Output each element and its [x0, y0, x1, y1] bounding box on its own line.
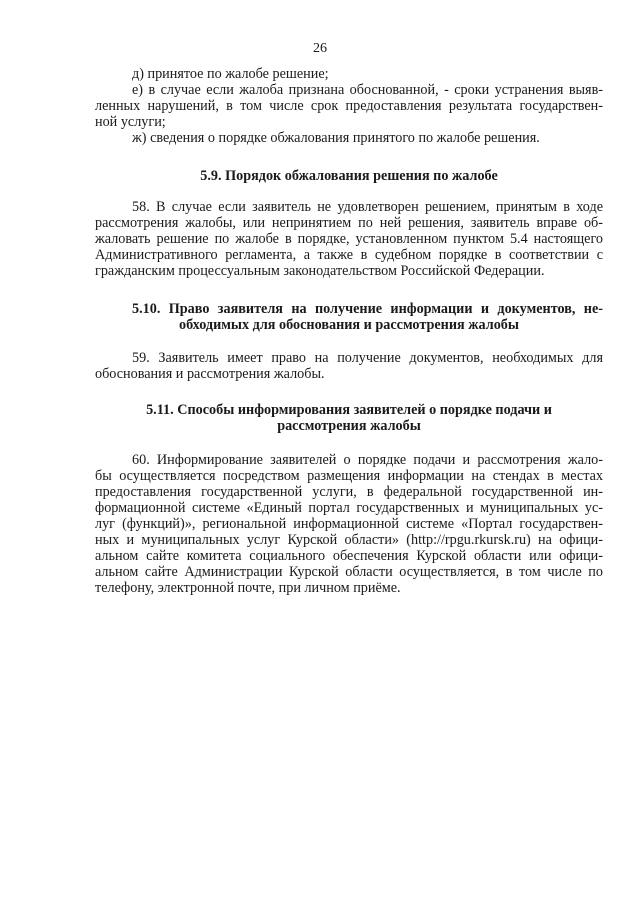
list-item-continuation: ленных нарушений, в том числе срок предоставления результата государствен-	[95, 98, 603, 114]
section-heading: рассмотрения жалобы	[277, 418, 421, 434]
paragraph-line: гражданским процессуальным законодательством Российской Федерации.	[95, 263, 545, 279]
list-item: ж) сведения о порядке обжалования принятого по жалобе решения.	[132, 130, 540, 146]
paragraph-line: 60. Информирование заявителей о порядке подачи и рассмотрения жало-	[132, 452, 603, 468]
paragraph-58	[95, 199, 603, 279]
section-heading: обходимых для обоснования и рассмотрения жалобы	[179, 317, 519, 333]
paragraph-line: ных и муниципальных услуг Курской области» (http://rpgu.rkursk.ru) на офици-	[95, 532, 603, 548]
list-item: е) в случае если жалоба признана обоснованной, - сроки устранения выяв-	[132, 82, 603, 98]
paragraph-line: луг (функций)», региональной информационной системе «Портал государствен-	[95, 516, 603, 532]
paragraph-59	[95, 350, 603, 382]
list-item: д) принятое по жалобе решение;	[132, 66, 329, 82]
page-number: 26	[313, 41, 327, 56]
paragraph-line: альном сайте комитета социального обеспечения Курской области или офици-	[95, 548, 603, 564]
section-5-11-heading-block	[95, 402, 603, 434]
paragraph-line: бы осуществляется посредством размещения информации на стендах в местах	[95, 468, 603, 484]
paragraph-line: альном сайте Администрации Курской области осуществляется, в том числе по	[95, 564, 603, 580]
paragraph-line: обоснования и рассмотрения жалобы.	[95, 366, 325, 382]
paragraph-60	[95, 452, 603, 596]
section-heading: 5.10. Право заявителя на получение информации и документов, не-	[132, 301, 603, 317]
paragraph-line: 58. В случае если заявитель не удовлетворен решением, принятым в ходе	[132, 199, 603, 215]
paragraph-line: предоставления государственной услуги, в федеральной государственной ин-	[95, 484, 603, 500]
section-heading: 5.11. Способы информирования заявителей о порядке подачи и	[146, 402, 552, 418]
paragraph-line: жаловать решение по жалобе в порядке, установленном пунктом 5.4 настоящего	[95, 231, 603, 247]
paragraph-line: рассмотрения жалобы, или непринятием по ней решения, заявитель вправе об-	[95, 215, 603, 231]
section-5-10-heading-block	[95, 301, 603, 333]
paragraph-line: телефону, электронной почте, при личном приёме.	[95, 580, 401, 596]
complaint-response-list	[95, 66, 603, 146]
paragraph-line: 59. Заявитель имеет право на получение документов, необходимых для	[132, 350, 603, 366]
paragraph-line: формационной системе «Единый портал государственных и муниципальных ус-	[95, 500, 603, 516]
paragraph-line: Административного регламента, а также в судебном порядке в соответствии с	[95, 247, 603, 263]
list-item-continuation: ной услуги;	[95, 114, 166, 130]
section-heading: 5.9. Порядок обжалования решения по жалобе	[200, 168, 498, 184]
section-5-9-heading-block	[95, 168, 603, 184]
